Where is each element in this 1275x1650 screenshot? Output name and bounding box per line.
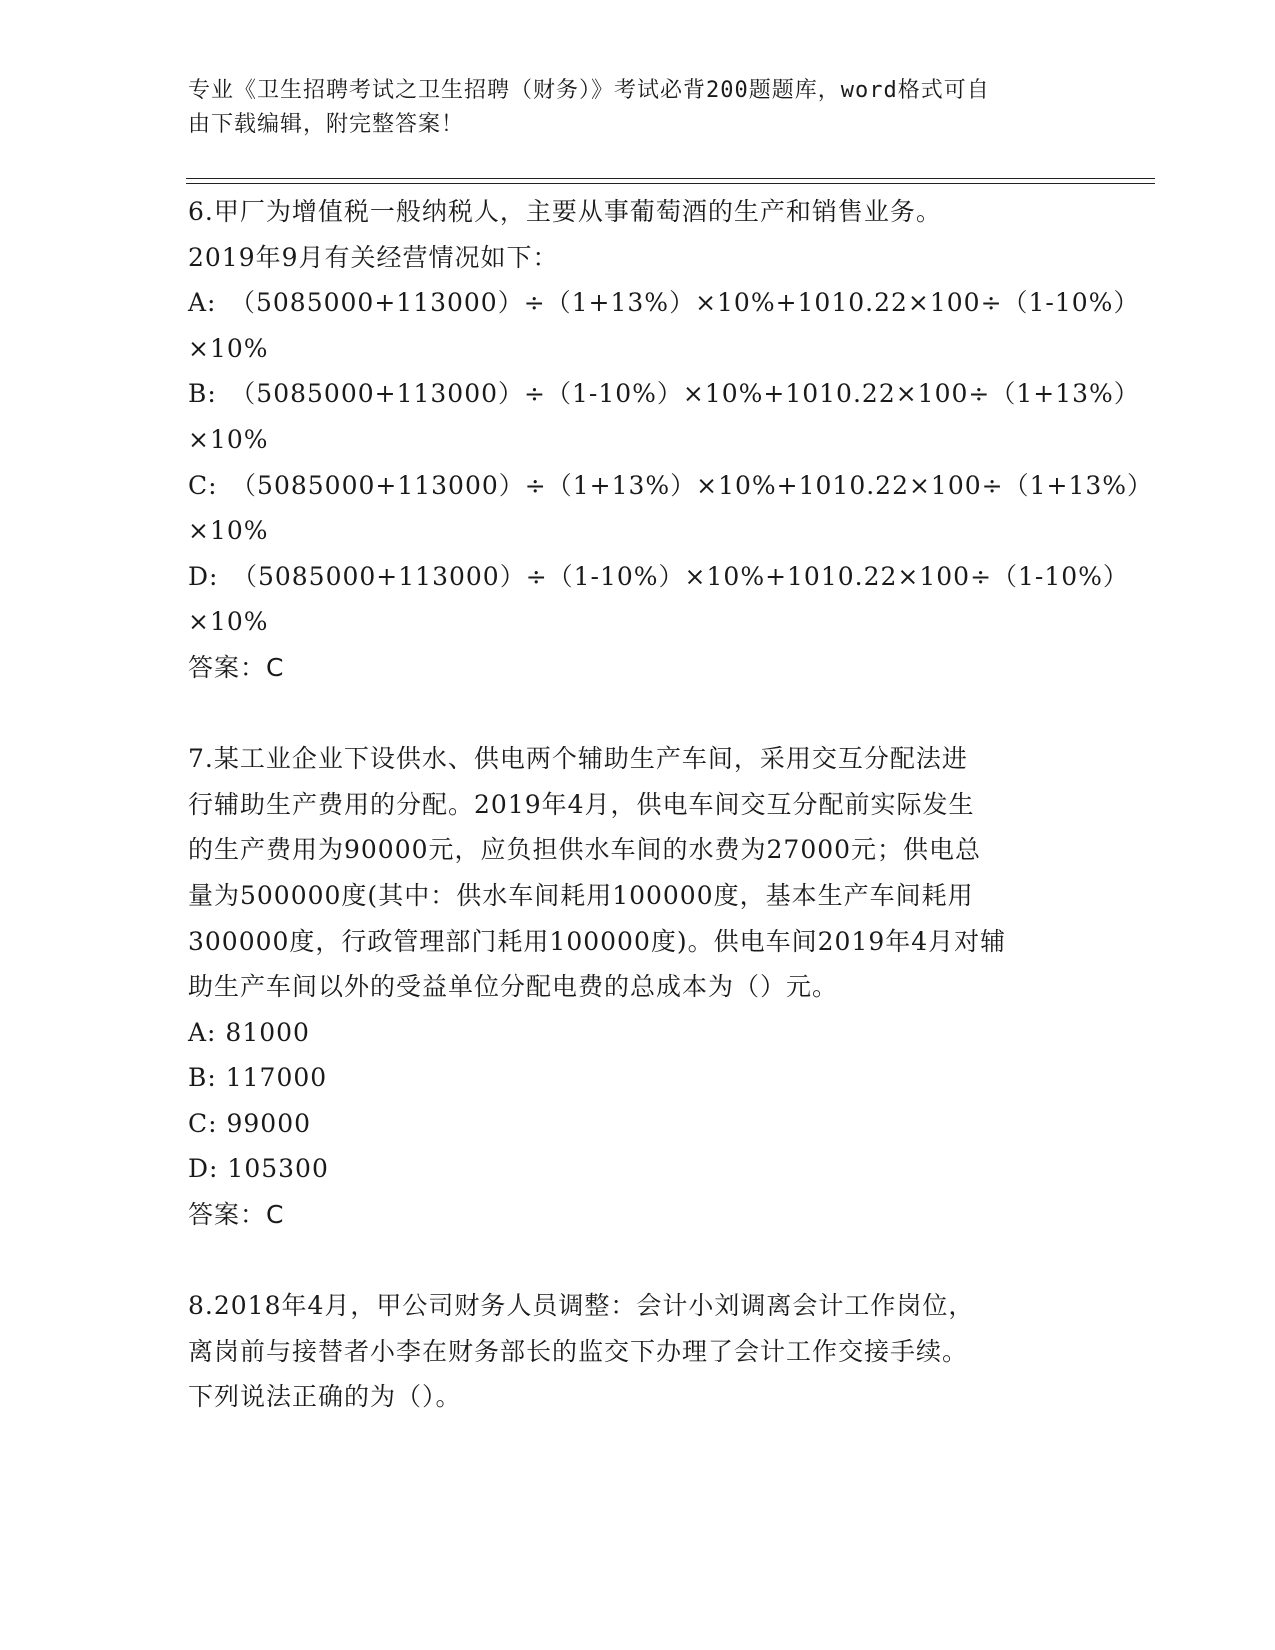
option-c: C: （5085000+113000）÷（1+13%）×10%+1010.22×100÷（1+13%） (188, 470, 1154, 500)
question-7 (188, 736, 1088, 1238)
question-stem-line: 离岗前与接替者小李在财务部长的监交下办理了会计工作交接手续。 (188, 1336, 969, 1366)
option-d: D: 105300 (188, 1154, 329, 1184)
header-line-1: 专业《卫生招聘考试之卫生招聘（财务）》考试必背200题题库，word格式可自 (188, 78, 990, 103)
question-stem-line: 300000度，行政管理部门耗用100000度)。供电车间2019年4月对辅 (188, 926, 1007, 956)
option-d-continued: ×10% (188, 607, 269, 637)
option-a-continued: ×10% (188, 333, 269, 363)
answer: 答案：C (188, 1200, 285, 1230)
spacer (188, 691, 1088, 737)
question-8 (188, 1283, 1088, 1420)
document-header (188, 74, 1088, 142)
question-stem-line: 7.某工业企业下设供水、供电两个辅助生产车间，采用交互分配法进 (188, 744, 968, 774)
document-body (188, 189, 1154, 1420)
question-stem-line: 量为500000度(其中：供水车间耗用100000度，基本生产车间耗用 (188, 880, 974, 910)
option-d: D: （5085000+113000）÷（1-10%）×10%+1010.22×100÷（1-10%） (188, 561, 1129, 591)
option-b: B: 117000 (188, 1063, 328, 1093)
question-stem-line: 行辅助生产费用的分配。2019年4月，供电车间交互分配前实际发生 (188, 789, 975, 819)
question-stem-line: 2019年9月有关经营情况如下： (188, 242, 559, 272)
option-b-continued: ×10% (188, 424, 269, 454)
question-stem-line: 8.2018年4月，甲公司财务人员调整：会计小刘调离会计工作岗位， (188, 1291, 975, 1321)
question-stem-line: 6.甲厂为增值税一般纳税人，主要从事葡萄酒的生产和销售业务。 (188, 197, 942, 226)
header-rule-top (186, 178, 1155, 179)
question-stem-line: 的生产费用为90000元，应负担供水车间的水费为27000元；供电总 (188, 835, 982, 865)
header-line-2: 由下载编辑，附完整答案！ (188, 112, 465, 137)
answer: 答案：C (188, 652, 285, 682)
question-stem-line: 下列说法正确的为（）。 (188, 1382, 462, 1412)
option-c-continued: ×10% (188, 516, 269, 546)
option-b: B: （5085000+113000）÷（1-10%）×10%+1010.22×100÷（1+13%） (188, 379, 1140, 409)
option-a: A: 81000 (188, 1017, 310, 1047)
option-c: C: 99000 (188, 1108, 312, 1138)
header-rule-bottom (186, 183, 1155, 184)
question-6 (188, 189, 1154, 691)
spacer (188, 1238, 1088, 1284)
question-stem-line: 助生产车间以外的受益单位分配电费的总成本为（）元。 (188, 972, 839, 1002)
option-a: A: （5085000+113000）÷（1+13%）×10%+1010.22×100÷（1-10%） (188, 288, 1140, 318)
